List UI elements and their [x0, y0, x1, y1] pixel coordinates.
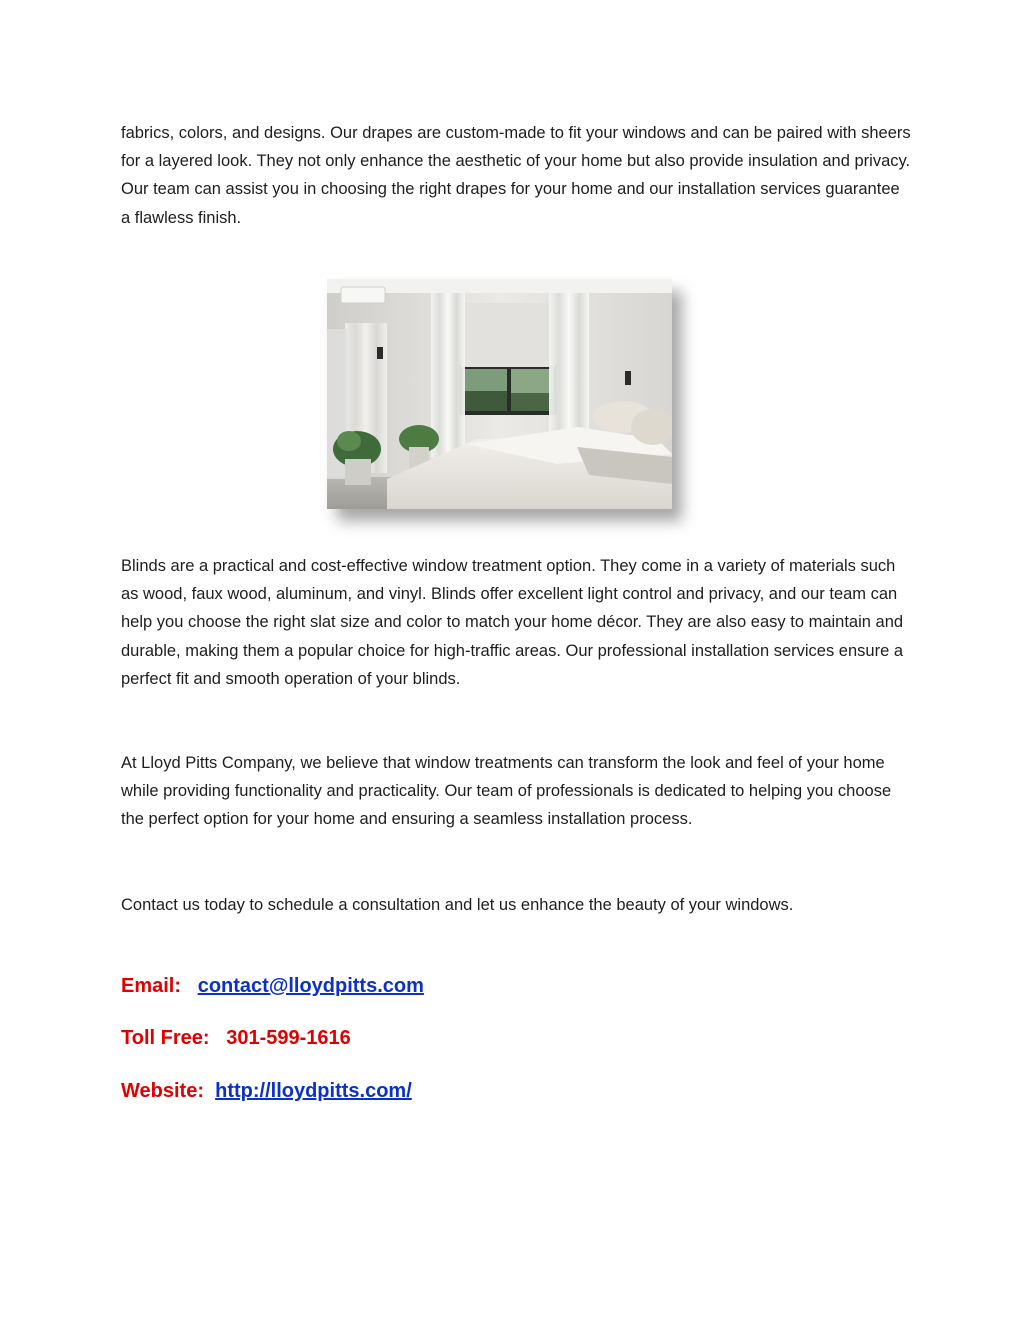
contact-website-row — [121, 1078, 412, 1104]
paragraph-drapes: fabrics, colors, and designs. Our drapes are custom-made to fit your windows and can be paired with sheers for a layered look. They not only enhance the aesthetic of your home but also provide insulation and privacy. Our team can assist you in choosing the right drapes for your home and our installation services guarantee a flawless finish. — [121, 124, 911, 227]
phone-number: 301-599-1616 — [226, 1027, 351, 1049]
website-link[interactable]: http://lloydpitts.com/ — [215, 1080, 412, 1102]
email-link[interactable]: contact@lloydpitts.com — [197, 975, 424, 997]
contact-email-row — [121, 973, 424, 999]
website-label: Website: — [121, 1080, 204, 1102]
contact-phone-row — [121, 1025, 351, 1051]
paragraph-blinds: Blinds are a practical and cost-effective window treatment option. They come in a variety of materials such as wood, faux wood, aluminum, and vinyl. Blinds offer excellent light control and privacy, and our team can help you choose the right slat size and color to match your home décor. They are also easy to maintain and durable, making them a popular choice for high-traffic areas. Our professional installation services ensure a perfect fit and smooth operation of your blinds. — [121, 557, 904, 688]
email-label: Email: — [121, 975, 182, 997]
paragraph-company: At Lloyd Pitts Company, we believe that window treatments can transform the look and feel of your home while providing functionality and practicality. Our team of professionals is dedicated to helping you choose the perfect option for your home and ensuring a seamless installation process. — [121, 754, 892, 829]
bedroom-curtains-photo — [327, 279, 672, 509]
phone-label: Toll Free: — [121, 1027, 210, 1049]
paragraph-contact-cta: Contact us today to schedule a consultation and let us enhance the beauty of your windows. — [121, 896, 794, 914]
